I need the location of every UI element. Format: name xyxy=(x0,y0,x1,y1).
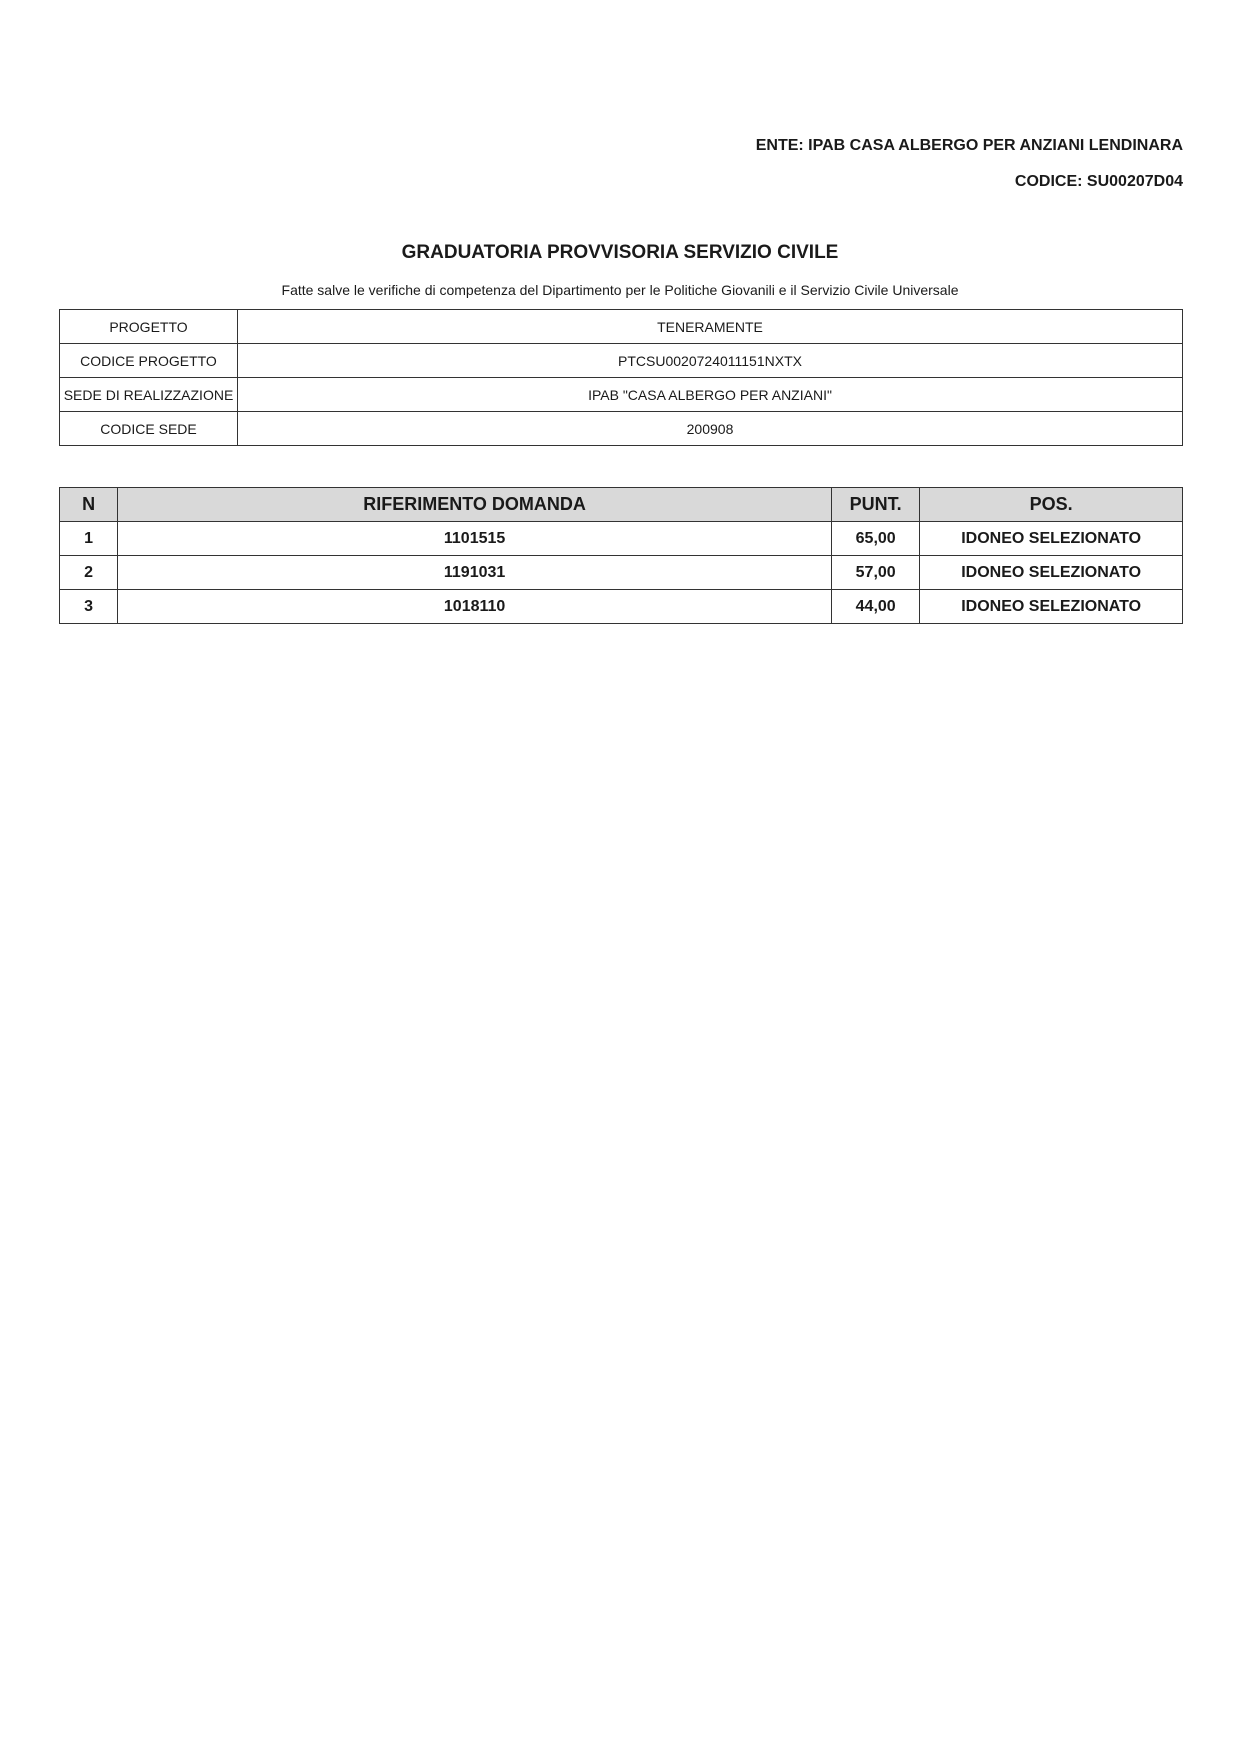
page-subtitle: Fatte salve le verifiche di competenza del Dipartimento per le Politiche Giovanili e il Servizio Civile Universale xyxy=(281,282,959,298)
info-label: CODICE PROGETTO xyxy=(60,344,238,378)
ranking-table xyxy=(59,487,1183,624)
info-row-codice-sede xyxy=(60,412,1183,446)
page-title: GRADUATORIA PROVVISORIA SERVIZIO CIVILE xyxy=(401,242,839,263)
row-number: 1 xyxy=(60,522,118,556)
row-number: 3 xyxy=(60,590,118,624)
info-label: CODICE SEDE xyxy=(60,412,238,446)
info-label: PROGETTO xyxy=(60,310,238,344)
info-row-progetto xyxy=(60,310,1183,344)
codice-ente-label: CODICE: SU00207D04 xyxy=(1014,173,1183,190)
ente-label: ENTE: IPAB CASA ALBERGO PER ANZIANI LENDINARA xyxy=(755,137,1183,154)
project-info-table xyxy=(59,309,1183,446)
ranking-header-row xyxy=(60,488,1183,522)
row-posizione: IDONEO SELEZIONATO xyxy=(920,590,1183,624)
info-row-sede xyxy=(60,378,1183,412)
row-riferimento: 1101515 xyxy=(118,522,832,556)
row-punteggio: 65,00 xyxy=(832,522,920,556)
column-header-punteggio: PUNT. xyxy=(832,488,920,522)
info-value: IPAB "CASA ALBERGO PER ANZIANI" xyxy=(238,378,1183,412)
info-value: TENERAMENTE xyxy=(238,310,1183,344)
info-value: PTCSU0020724011151NXTX xyxy=(238,344,1183,378)
column-header-n: N xyxy=(60,488,118,522)
table-row xyxy=(60,556,1183,590)
info-value: 200908 xyxy=(238,412,1183,446)
row-riferimento: 1018110 xyxy=(118,590,832,624)
row-punteggio: 57,00 xyxy=(832,556,920,590)
row-punteggio: 44,00 xyxy=(832,590,920,624)
info-row-codice-progetto xyxy=(60,344,1183,378)
table-row xyxy=(60,522,1183,556)
row-posizione: IDONEO SELEZIONATO xyxy=(920,522,1183,556)
column-header-riferimento: RIFERIMENTO DOMANDA xyxy=(118,488,832,522)
info-label: SEDE DI REALIZZAZIONE xyxy=(60,378,238,412)
table-row xyxy=(60,590,1183,624)
row-posizione: IDONEO SELEZIONATO xyxy=(920,556,1183,590)
row-riferimento: 1191031 xyxy=(118,556,832,590)
column-header-posizione: POS. xyxy=(920,488,1183,522)
row-number: 2 xyxy=(60,556,118,590)
